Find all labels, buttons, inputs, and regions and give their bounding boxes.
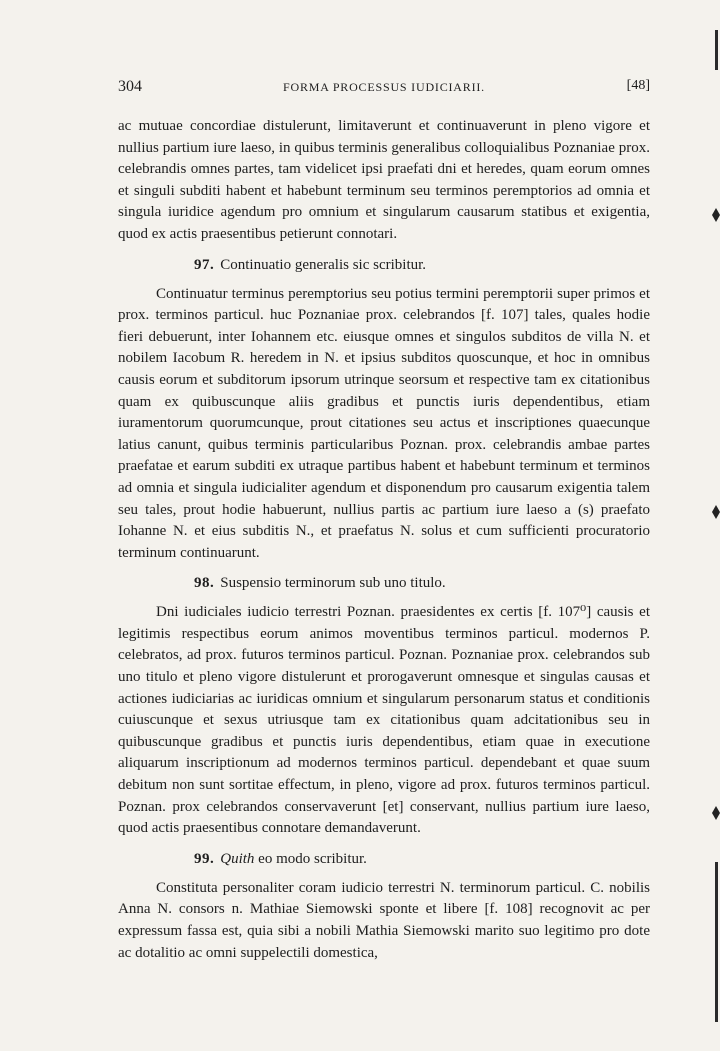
section-title: Continuatio generalis sic scribitur. <box>220 256 427 273</box>
scan-edge-line <box>715 862 718 1022</box>
page-header <box>118 78 650 100</box>
section-heading-97 <box>118 255 650 276</box>
scan-margin-mark <box>712 208 720 222</box>
section-heading-98 <box>118 573 650 594</box>
page-body <box>118 116 650 964</box>
section-text-99: Constituta personaliter coram iudicio terrestri N. terminorum particul. C. nobilis Anna N. consors n. Mathiae Siemowski sponte et libere [f. 108] recognovit ac per expressum fassa est, quia sibi a nobili Mathia Siemowski marito suo legitimo pro dote ac dotalitio ac omni suppelectili domestica, <box>118 879 650 961</box>
intro-paragraph: ac mutuae concordiae distulerunt, limitaverunt et continuaverunt in pleno vigore et nullius partium iure laeso, in quibus terminis generalibus colloquialibus Poznaniae prox. celebrandis omnes partes, tam videlicet ipsi praefati dni et heredes, quam eorum omnes et singuli subditi habent et habebunt terminum seu terminos peremptorios ad omnia et singula iuridice agendum pro omnium et singularum causarum statibus et exigentia, quod ex actis praesentibus petierunt connotari. <box>118 118 650 242</box>
section-heading-99 <box>118 849 650 870</box>
section-text-98: Dni iudiciales iudicio terrestri Poznan. praesidentes ex certis [f. 107⁰] causis et legitimis respectibus eorum animos moventibus terminos particul. modernos P. celebratos, ad prox. futuros terminos particul. Poznan. Poznaniae prox. celebrandos sub uno titulo et pleno vigore distulerunt et prorogaverunt omnesque et singulas causas et actiones iudiciarias ac iuridicas omnium et singularum personarum status et conditionis cuiuscunque et sexus utriusque tam ex citationibus quam adcitationibus seu in quibuscunque gradibus et punctis iuris dependentibus, etiam quae in executione aliquarum inscriptionum ad modernos terminos particul. dependebant et quae suum debitum non sunt sortitae effectum, in pleno, vigore ad prox. futuros terminos particul. Poznan. prox celebrandos conservaverunt [et] conservant, nullius partium iure laeso, quod actis praesentibus connotare demandaverunt. <box>118 604 650 837</box>
section-title-italic: Quith <box>220 850 255 867</box>
scan-margin-mark <box>712 806 720 820</box>
running-title: FORMA PROCESSUS IUDICIARII. <box>283 80 485 94</box>
folio-reference: [48] <box>626 78 650 93</box>
scan-margin-mark <box>712 505 720 519</box>
section-number: 97. <box>194 256 215 273</box>
page-number: 304 <box>118 78 142 95</box>
section-title-rest: eo modo scribitur. <box>254 850 367 867</box>
section-text-97: Continuatur terminus peremptorius seu potius termini peremptorii super primos et prox. terminos particul. huc Poznaniae prox. celebrandos [f. 107] tales, quales hodie fieri debuerunt, inter Iohannem etc. eiusque omnes et singulos subditos de villa N. et nobilem Iacobum R. heredem in N. et ipsius subditos quoscunque, et hoc in omnibus causis eorum et subditorum ipsorum utrinque seorsum et respective tam ex citationibus quam ex quibuscunque aliis gradibus et punctis iuris dependentibus, etiam iuramentorum quorumcunque, prout citationes seu actus et inscriptiones quaecunque latius canunt, quibus terminis particularibus Poznan. prox. celebrandis ambae partes praefatae et earum subditi ex utraque partibus habent et habebunt terminum et terminos ad omnia et singula iudicialiter agendum et disponendum pro causarum exigentia talem seu tales, prout hodie habuerunt, nullius partis ac partium iure laeso a (s) praefato Iohanne N. et eius subditis N., et praefatus N. solus et cum sufficienti procuratorio terminum continuarunt. <box>118 285 650 561</box>
section-number: 98. <box>194 575 215 592</box>
section-number: 99. <box>194 850 215 867</box>
scan-edge-line <box>715 30 718 70</box>
section-title: Suspensio terminorum sub uno titulo. <box>220 575 446 592</box>
